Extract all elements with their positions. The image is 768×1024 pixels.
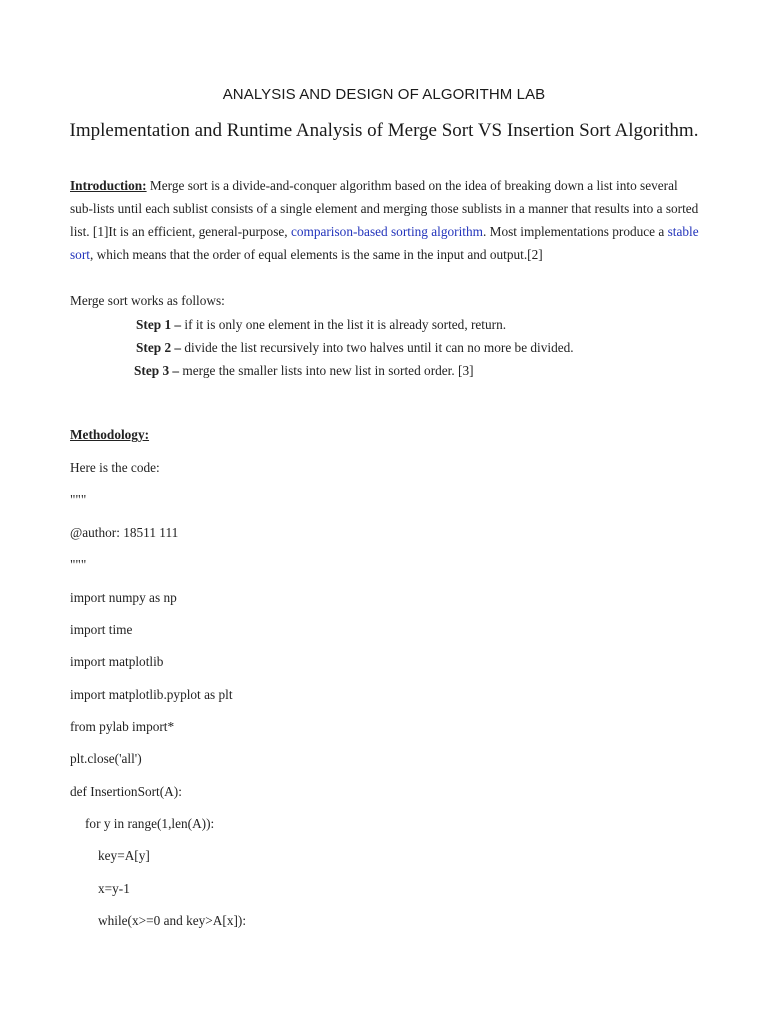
code-line: from pylab import* <box>70 719 175 734</box>
introduction-text-3: , which means that the order of equal elements is the same in the input and output.[2] <box>89 247 543 262</box>
code-line: import numpy as np <box>70 590 177 605</box>
code-line: key=A[y] <box>98 848 150 863</box>
code-line: for y in range(1,len(A)): <box>85 816 215 831</box>
code-line: import matplotlib.pyplot as plt <box>70 687 233 702</box>
works-intro: Merge sort works as follows: <box>70 293 225 308</box>
step-3 <box>134 362 474 380</box>
introduction-text-1: Merge sort is a divide-and-conquer algorithm based on the idea of breaking down a list into several sub-lists until each sublist consists of a single element and merging those sublists in a manner that results into a sorted list. [1]It is an efficient, general-purpose, <box>70 178 699 239</box>
code-line: x=y-1 <box>98 881 130 896</box>
step-1-text: if it is only one element in the list it is already sorted, return. <box>181 317 507 332</box>
introduction-text-2: . Most implementations produce a <box>482 224 668 239</box>
step-1 <box>136 316 506 334</box>
lab-title: ANALYSIS AND DESIGN OF ALGORITHM LAB <box>222 86 546 103</box>
introduction-heading: Introduction: <box>70 178 147 193</box>
step-2 <box>136 339 574 357</box>
introduction-paragraph <box>70 174 700 266</box>
code-line: import time <box>70 622 133 637</box>
code-line: import matplotlib <box>70 654 164 669</box>
code-line: while(x>=0 and key>A[x]): <box>98 913 247 928</box>
step-2-label: Step 2 – <box>136 340 182 355</box>
code-line: @author: 18511 111 <box>70 525 179 540</box>
code-line: def InsertionSort(A): <box>70 784 182 799</box>
step-3-label: Step 3 – <box>134 363 180 378</box>
comparison-sort-link[interactable]: comparison-based sorting algorithm <box>290 224 483 239</box>
code-intro: Here is the code: <box>70 460 160 475</box>
step-3-text: merge the smaller lists into new list in sorted order. [3] <box>179 363 474 378</box>
code-line: plt.close('all') <box>70 751 142 766</box>
code-line: """ <box>70 492 87 507</box>
stable-sort-link[interactable]: stable sort <box>70 224 699 262</box>
step-1-label: Step 1 – <box>136 317 182 332</box>
code-line: """ <box>70 557 87 572</box>
document-title: Implementation and Runtime Analysis of Merge Sort VS Insertion Sort Algorithm. <box>69 120 699 141</box>
step-2-text: divide the list recursively into two halves until it can no more be divided. <box>181 340 574 355</box>
methodology-heading: Methodology: <box>70 427 150 442</box>
